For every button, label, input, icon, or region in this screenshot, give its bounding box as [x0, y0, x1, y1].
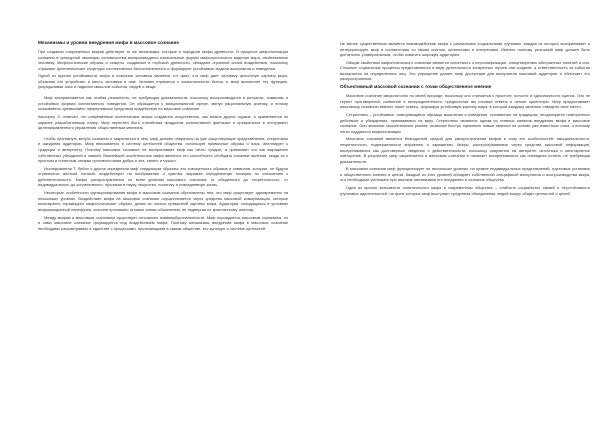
paragraph: Общим свойством мифологического сознания является склонность к персонификации, олицетворению абстрактных понятий и сил. Сложные социальные процессы представляются в виде деятельности конкретных героев или злодеев, а ответственность за события возлагается на определенных лиц. Это упрощение делает миф доступным для восприятия массовой аудитории и облегчает его распространение.: [340, 59, 590, 82]
paragraph: Одна из причин значимости политического мифа в современном обществе – слабость социальных связей и неустойчивость групповых идентичностей, на фоне которых миф выступает средством объединения людей вокруг общих ценностей и целей.: [340, 185, 590, 196]
paragraph: Одной из причин устойчивости мифа в сознании человека является тот факт, что миф дает человеку целостную картину мира, объясняя его устройство и место человека в нем. Человек стремится к осмысленности бытия, и миф выполняет эту функцию, упорядочивая хаос и наделяя смыслом события, людей и вещи.: [38, 73, 288, 90]
paragraph: В массовом сознании миф функционирует на нескольких уровнях: на уровне индивидуальных представлений, групповых установок и общественного мнения в целом. Каждый из этих уровней обладает собственной спецификой восприятия и воспроизводства мифа, что необходимо учитывать при анализе механизмов его внедрения в сознание общества.: [340, 166, 590, 183]
paragraph: Массовое сознание является благодатной средой для распространения мифов в силу его особенностей: эмоциональности, некритичности, подверженности внушению и заражению. Мифы, распространяемые через средства массовой информации, воспринимаются как достоверные сведения о действительности, поскольку опираются на авторитет источника и многократное повторение. В результате миф закрепляется в массовом сознании и начинает восприниматься как очевидная истина, не требующая доказательств.: [340, 136, 590, 164]
paragraph: Некоторые особенности функционирования мифа в массовом сознании обусловлены тем, что миф существует одновременно на нескольких уровнях. Воздействие мифа на массовое сознание осуществляется через средства массовой коммуникации, которые многократно тиражируют мифологические образы, делая их частью привычной картины мира. Аудитория, находящаяся в условиях информационной перегрузки, склонна принимать готовые схемы объяснения, не подвергая их критическому анализу.: [38, 190, 288, 212]
section-heading: Механизмы и уровни внедрения мифа в массовое сознание: [38, 40, 179, 45]
paragraph: Не менее существенным является взаимодействие мифа с различными социальными группами, каждая из которых воспринимает и интерпретирует миф в соответствии со своим опытом, ценностями и интересами. Именно поэтому успешный миф должен быть достаточно универсальным, чтобы охватить широкую аудиторию.: [340, 41, 590, 58]
paragraph: Стереотипы – устойчивые, повторяющиеся образцы мышления и поведения, основанные на традициях, неоднократно повторенных действиях и убеждениях, принимаемых на веру. Стереотипы являются одним из главных каналов внедрения мифа в массовое сознание. Они экономят мыслительные усилия, позволяя быстро оценивать новые явления на основе уже известных схем, и поэтому легко поддаются мифологизации.: [340, 112, 590, 134]
paragraph: Миф воспринимается как особая реальность, не требующая доказательств, поскольку воспроизводится в ритуалах, символах и устойчивых формах коллективного поведения. Он обращается к эмоциональной сфере, минуя рациональную критику, и потому оказывается чрезвычайно эффективным средством воздействия на массовое сознание.: [38, 95, 288, 112]
paragraph: Кассирер Э. отмечал, что современные политические мифы создаются искусственно, как всякое другое оружие, и применяются по заранее разработанному плану. Миф перестал быть стихийным продуктом коллективной фантазии и превратился в инструмент целенаправленного управления общественным мнением.: [38, 114, 288, 131]
paragraph: Между мифом и массовым сознанием существует отношение взаимообусловленности. Миф порождается массовым сознанием, но и само массовое сознание формируется под воздействием мифа. Поэтому механизмы внедрения мифа в массовое сознание необходимо рассматривать в единстве с процессами, протекающими в самом обществе, его культуре и системе ценностей.: [38, 214, 288, 231]
paragraph: Массовое сознание мифологично по своей природе, поскольку оно стремится к простоте, ясности и однозначности оценок. Оно не терпит противоречий, сомнений и неопределенности, предпочитая им готовые ответы и четкие ориентиры. Миф предоставляет массовому сознанию именно такие ответы, формируя устойчивую картину мира, в которой каждому явлению отведено свое место.: [340, 93, 590, 110]
section-heading: Объективный массовой сознании с точки общественное мнение: [340, 84, 492, 90]
paragraph: Чтобы проникнуть вглубь сознания и закрепиться в нем, миф должен опираться на уже существующие представления, стереотипы и ожидания аудитории. Миф вписывается в систему ценностей общества, использует привычные образы и язык, апеллирует к традиции и авторитету. Поэтому массовое сознание не воспринимает миф как нечто чуждое, а принимает его как выражение собственных убеждений и чаяний. Важнейшей особенностью мифа является его способность обобщать сложные явления, сводя их к простым и понятным схемам противостояния добра и зла, своего и чужого.: [38, 135, 288, 164]
right-column: [340, 41, 590, 198]
paragraph: При создании современных мифов действуют те же механизмы, которые и породили мифы древности. В процессе мифологизации сознания в культурной эволюции человечества воспроизводятся изначальные формы мифологического видения мира, свойственные человеку. Мифологические образы и сюжеты, созданные в глубокой древности, обладают огромной силой воздействия, поскольку отражают архетипические структуры коллективного бессознательного и формируют устойчивые модели восприятия и поведения.: [38, 49, 288, 71]
paragraph: Исследователи Т. Лебон и другие определяли миф следующим образом: это совокупность образов и символов, которые, не будучи ограничены жесткой логикой, воздействуют на воображение и чувства, выражая определенную позицию по отношению к действительности. Мифы распространяются по всем уровням массового сознания: от обыденного до теоретического, от индивидуального до коллективного, проникая в науку, искусство, политику и повседневную жизнь.: [38, 165, 288, 188]
left-column: [38, 40, 288, 233]
